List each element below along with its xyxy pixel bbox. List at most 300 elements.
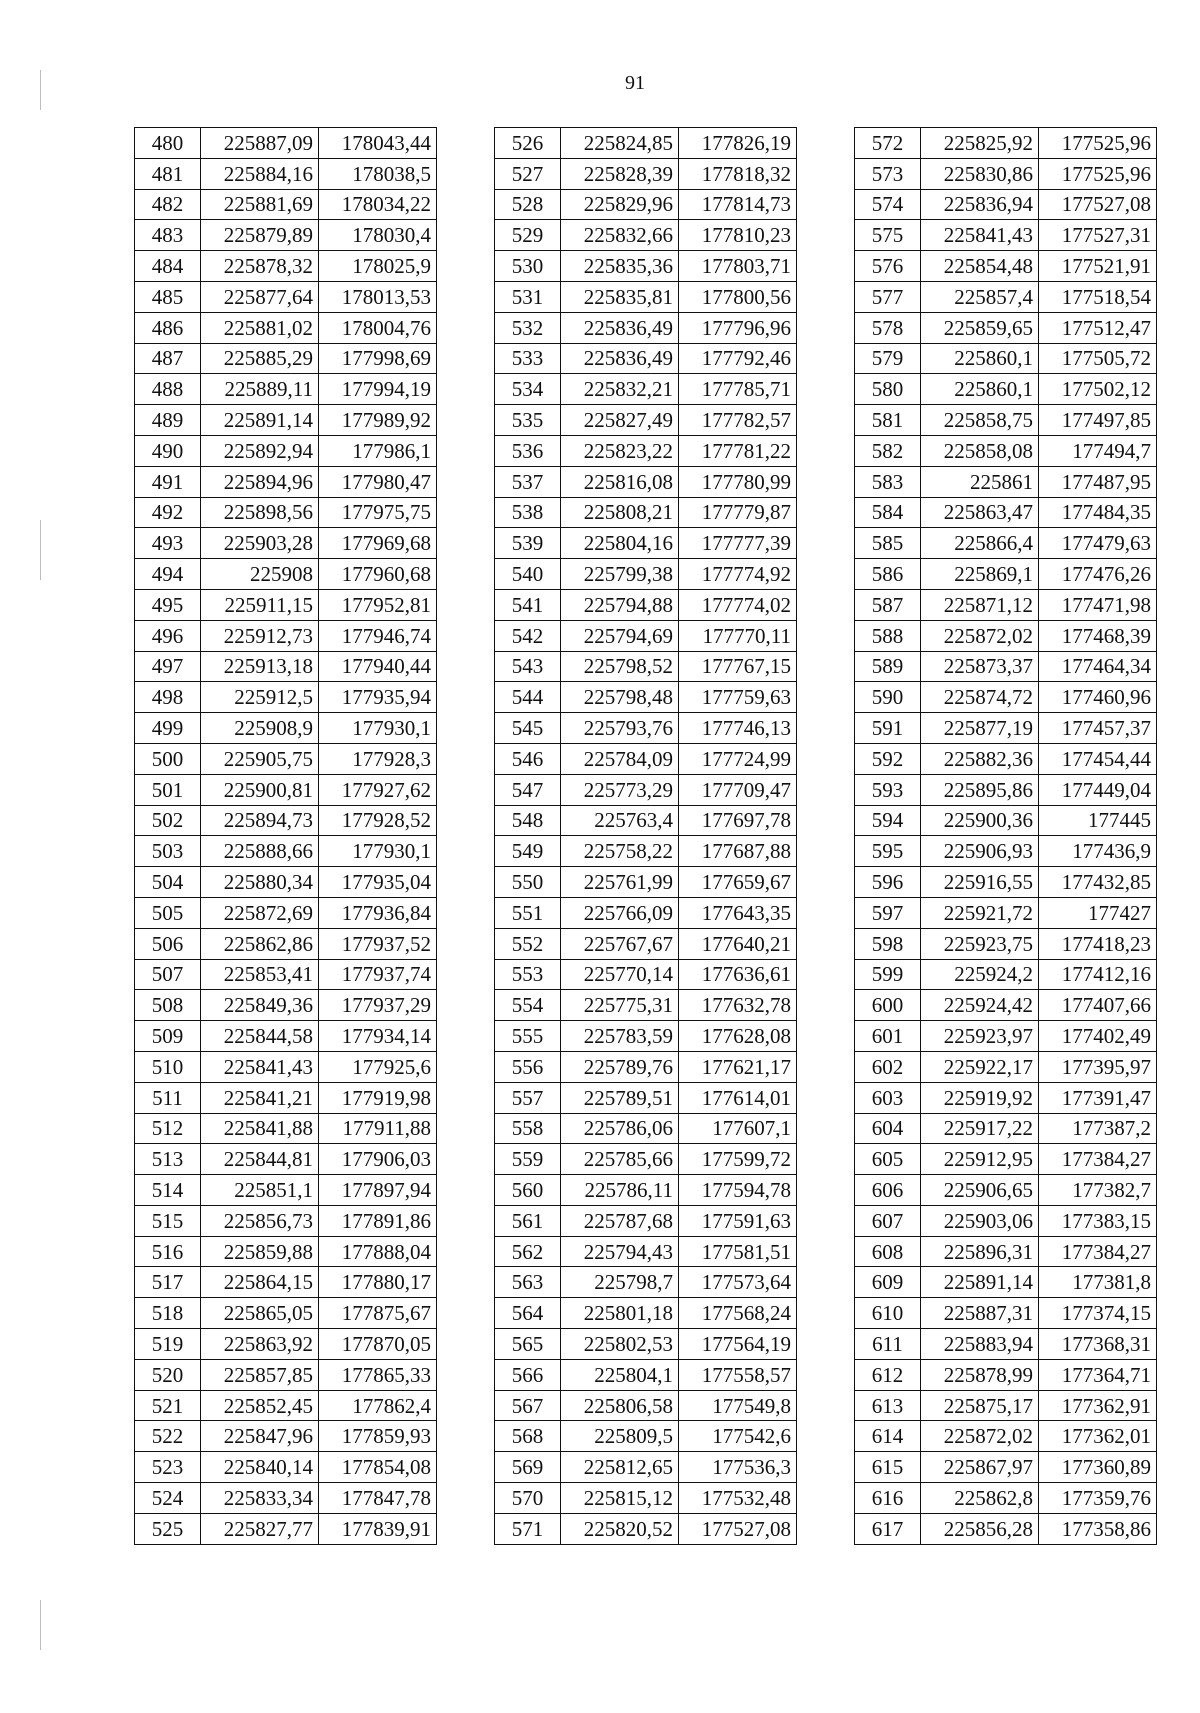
table-row (135, 620, 437, 651)
y-coordinate-cell: 177927,62 (319, 774, 437, 805)
table-row (855, 466, 1157, 497)
table-row (135, 651, 437, 682)
y-coordinate-cell: 177527,31 (1039, 220, 1157, 251)
x-coordinate-cell: 225789,51 (561, 1082, 679, 1113)
table-row (495, 1021, 797, 1052)
table-row (135, 589, 437, 620)
y-coordinate-cell: 177407,66 (1039, 990, 1157, 1021)
scan-edge-mark-middle (40, 520, 41, 580)
point-number-cell: 531 (495, 281, 561, 312)
x-coordinate-cell: 225827,77 (201, 1513, 319, 1544)
table-row (855, 1113, 1157, 1144)
x-coordinate-cell: 225844,81 (201, 1144, 319, 1175)
table-row (135, 158, 437, 189)
x-coordinate-cell: 225841,21 (201, 1082, 319, 1113)
y-coordinate-cell: 177402,49 (1039, 1021, 1157, 1052)
x-coordinate-cell: 225921,72 (921, 897, 1039, 928)
x-coordinate-cell: 225773,29 (561, 774, 679, 805)
point-number-cell: 546 (495, 743, 561, 774)
x-coordinate-cell: 225823,22 (561, 435, 679, 466)
x-coordinate-cell: 225882,36 (921, 743, 1039, 774)
y-coordinate-cell: 177360,89 (1039, 1452, 1157, 1483)
table-row (135, 1359, 437, 1390)
y-coordinate-cell: 178030,4 (319, 220, 437, 251)
y-coordinate-cell: 177374,15 (1039, 1298, 1157, 1329)
point-number-cell: 486 (135, 312, 201, 343)
point-number-cell: 532 (495, 312, 561, 343)
point-number-cell: 554 (495, 990, 561, 1021)
x-coordinate-cell: 225763,4 (561, 805, 679, 836)
y-coordinate-cell: 177818,32 (679, 158, 797, 189)
x-coordinate-cell: 225883,94 (921, 1329, 1039, 1360)
y-coordinate-cell: 177911,88 (319, 1113, 437, 1144)
point-number-cell: 480 (135, 128, 201, 159)
point-number-cell: 595 (855, 836, 921, 867)
table-row (855, 435, 1157, 466)
table-row (495, 1144, 797, 1175)
point-number-cell: 507 (135, 959, 201, 990)
table-row (495, 405, 797, 436)
point-number-cell: 549 (495, 836, 561, 867)
point-number-cell: 491 (135, 466, 201, 497)
point-number-cell: 526 (495, 128, 561, 159)
y-coordinate-cell: 177687,88 (679, 836, 797, 867)
y-coordinate-cell: 177527,08 (679, 1513, 797, 1544)
point-number-cell: 511 (135, 1082, 201, 1113)
table-row (495, 867, 797, 898)
x-coordinate-cell: 225881,02 (201, 312, 319, 343)
y-coordinate-cell: 177897,94 (319, 1175, 437, 1206)
y-coordinate-cell: 177937,74 (319, 959, 437, 990)
point-number-cell: 492 (135, 497, 201, 528)
table-row (495, 1483, 797, 1514)
table-row (495, 466, 797, 497)
point-number-cell: 516 (135, 1236, 201, 1267)
x-coordinate-cell: 225806,58 (561, 1390, 679, 1421)
y-coordinate-cell: 177839,91 (319, 1513, 437, 1544)
point-number-cell: 573 (855, 158, 921, 189)
x-coordinate-cell: 225785,66 (561, 1144, 679, 1175)
y-coordinate-cell: 178034,22 (319, 189, 437, 220)
table-row (495, 1113, 797, 1144)
table-row (495, 1421, 797, 1452)
x-coordinate-cell: 225869,1 (921, 559, 1039, 590)
x-coordinate-cell: 225832,21 (561, 374, 679, 405)
x-coordinate-cell: 225887,09 (201, 128, 319, 159)
y-coordinate-cell: 177464,34 (1039, 651, 1157, 682)
point-number-cell: 567 (495, 1390, 561, 1421)
point-number-cell: 484 (135, 251, 201, 282)
x-coordinate-cell: 225808,21 (561, 497, 679, 528)
table-row (135, 743, 437, 774)
x-coordinate-cell: 225830,86 (921, 158, 1039, 189)
table-row (855, 1298, 1157, 1329)
x-coordinate-cell: 225767,67 (561, 928, 679, 959)
x-coordinate-cell: 225905,75 (201, 743, 319, 774)
table-row (855, 651, 1157, 682)
table-row (855, 1267, 1157, 1298)
y-coordinate-cell: 177607,1 (679, 1113, 797, 1144)
point-number-cell: 615 (855, 1452, 921, 1483)
y-coordinate-cell: 177382,7 (1039, 1175, 1157, 1206)
table-row (855, 990, 1157, 1021)
x-coordinate-cell: 225891,14 (201, 405, 319, 436)
point-number-cell: 568 (495, 1421, 561, 1452)
point-number-cell: 558 (495, 1113, 561, 1144)
table-row (855, 251, 1157, 282)
point-number-cell: 527 (495, 158, 561, 189)
point-number-cell: 560 (495, 1175, 561, 1206)
y-coordinate-cell: 177454,44 (1039, 743, 1157, 774)
point-number-cell: 501 (135, 774, 201, 805)
x-coordinate-cell: 225857,4 (921, 281, 1039, 312)
point-number-cell: 485 (135, 281, 201, 312)
y-coordinate-cell: 177362,91 (1039, 1390, 1157, 1421)
x-coordinate-cell: 225820,52 (561, 1513, 679, 1544)
y-coordinate-cell: 177542,6 (679, 1421, 797, 1452)
point-number-cell: 564 (495, 1298, 561, 1329)
table-row (855, 374, 1157, 405)
point-number-cell: 581 (855, 405, 921, 436)
x-coordinate-cell: 225804,16 (561, 528, 679, 559)
x-coordinate-cell: 225758,22 (561, 836, 679, 867)
x-coordinate-cell: 225801,18 (561, 1298, 679, 1329)
table-row (495, 1329, 797, 1360)
y-coordinate-cell: 177457,37 (1039, 713, 1157, 744)
point-number-cell: 513 (135, 1144, 201, 1175)
y-coordinate-cell: 177573,64 (679, 1267, 797, 1298)
y-coordinate-cell: 177594,78 (679, 1175, 797, 1206)
point-number-cell: 506 (135, 928, 201, 959)
point-number-cell: 571 (495, 1513, 561, 1544)
point-number-cell: 574 (855, 189, 921, 220)
point-number-cell: 559 (495, 1144, 561, 1175)
table-row (135, 497, 437, 528)
y-coordinate-cell: 177847,78 (319, 1483, 437, 1514)
x-coordinate-cell: 225832,66 (561, 220, 679, 251)
x-coordinate-cell: 225908 (201, 559, 319, 590)
table-row (135, 312, 437, 343)
y-coordinate-cell: 177994,19 (319, 374, 437, 405)
x-coordinate-cell: 225912,73 (201, 620, 319, 651)
x-coordinate-cell: 225919,92 (921, 1082, 1039, 1113)
y-coordinate-cell: 177471,98 (1039, 589, 1157, 620)
x-coordinate-cell: 225863,92 (201, 1329, 319, 1360)
y-coordinate-cell: 177946,74 (319, 620, 437, 651)
y-coordinate-cell: 177940,44 (319, 651, 437, 682)
y-coordinate-cell: 177427 (1039, 897, 1157, 928)
y-coordinate-cell: 177975,75 (319, 497, 437, 528)
x-coordinate-cell: 225891,14 (921, 1267, 1039, 1298)
y-coordinate-cell: 177640,21 (679, 928, 797, 959)
table-row (855, 528, 1157, 559)
y-coordinate-cell: 177636,61 (679, 959, 797, 990)
table-row (855, 1452, 1157, 1483)
table-row (135, 220, 437, 251)
point-number-cell: 543 (495, 651, 561, 682)
y-coordinate-cell: 177709,47 (679, 774, 797, 805)
point-number-cell: 582 (855, 435, 921, 466)
table-row (855, 1390, 1157, 1421)
x-coordinate-cell: 225786,11 (561, 1175, 679, 1206)
scan-edge-mark-lower (40, 1600, 41, 1650)
y-coordinate-cell: 177937,29 (319, 990, 437, 1021)
x-coordinate-cell: 225924,2 (921, 959, 1039, 990)
point-number-cell: 557 (495, 1082, 561, 1113)
table-row (855, 1359, 1157, 1390)
point-number-cell: 600 (855, 990, 921, 1021)
table-row (135, 1021, 437, 1052)
point-number-cell: 497 (135, 651, 201, 682)
x-coordinate-cell: 225888,66 (201, 836, 319, 867)
table-row (135, 1513, 437, 1544)
y-coordinate-cell: 177930,1 (319, 713, 437, 744)
x-coordinate-cell: 225906,93 (921, 836, 1039, 867)
point-number-cell: 556 (495, 1051, 561, 1082)
y-coordinate-cell: 177792,46 (679, 343, 797, 374)
table-row (135, 343, 437, 374)
x-coordinate-cell: 225847,96 (201, 1421, 319, 1452)
table-row (855, 189, 1157, 220)
x-coordinate-cell: 225906,65 (921, 1175, 1039, 1206)
y-coordinate-cell: 177460,96 (1039, 682, 1157, 713)
y-coordinate-cell: 177854,08 (319, 1452, 437, 1483)
point-number-cell: 593 (855, 774, 921, 805)
x-coordinate-cell: 225884,16 (201, 158, 319, 189)
y-coordinate-cell: 177494,7 (1039, 435, 1157, 466)
y-coordinate-cell: 177387,2 (1039, 1113, 1157, 1144)
table-row (495, 1205, 797, 1236)
table-row (495, 589, 797, 620)
point-number-cell: 612 (855, 1359, 921, 1390)
y-coordinate-cell: 177862,4 (319, 1390, 437, 1421)
table-row (135, 1082, 437, 1113)
table-row (135, 189, 437, 220)
table-row (855, 343, 1157, 374)
x-coordinate-cell: 225786,06 (561, 1113, 679, 1144)
x-coordinate-cell: 225825,92 (921, 128, 1039, 159)
table-row (135, 1175, 437, 1206)
point-number-cell: 591 (855, 713, 921, 744)
point-number-cell: 525 (135, 1513, 201, 1544)
y-coordinate-cell: 177362,01 (1039, 1421, 1157, 1452)
y-coordinate-cell: 177432,85 (1039, 867, 1157, 898)
x-coordinate-cell: 225798,7 (561, 1267, 679, 1298)
y-coordinate-cell: 177558,57 (679, 1359, 797, 1390)
x-coordinate-cell: 225787,68 (561, 1205, 679, 1236)
x-coordinate-cell: 225879,89 (201, 220, 319, 251)
x-coordinate-cell: 225923,97 (921, 1021, 1039, 1052)
y-coordinate-cell: 177928,3 (319, 743, 437, 774)
point-number-cell: 517 (135, 1267, 201, 1298)
point-number-cell: 562 (495, 1236, 561, 1267)
x-coordinate-cell: 225916,55 (921, 867, 1039, 898)
y-coordinate-cell: 177549,8 (679, 1390, 797, 1421)
point-number-cell: 590 (855, 682, 921, 713)
coordinate-table-2 (494, 127, 797, 1545)
point-number-cell: 580 (855, 374, 921, 405)
point-number-cell: 565 (495, 1329, 561, 1360)
table-row (135, 1267, 437, 1298)
x-coordinate-cell: 225794,43 (561, 1236, 679, 1267)
y-coordinate-cell: 177880,17 (319, 1267, 437, 1298)
table-row (135, 867, 437, 898)
point-number-cell: 572 (855, 128, 921, 159)
y-coordinate-cell: 177532,48 (679, 1483, 797, 1514)
table-row (135, 990, 437, 1021)
coordinate-table-1 (134, 127, 437, 1545)
y-coordinate-cell: 177919,98 (319, 1082, 437, 1113)
table-row (495, 713, 797, 744)
y-coordinate-cell: 177960,68 (319, 559, 437, 590)
table-row (855, 867, 1157, 898)
y-coordinate-cell: 177628,08 (679, 1021, 797, 1052)
point-number-cell: 553 (495, 959, 561, 990)
x-coordinate-cell: 225872,02 (921, 1421, 1039, 1452)
y-coordinate-cell: 177659,67 (679, 867, 797, 898)
table-row (495, 836, 797, 867)
y-coordinate-cell: 177759,63 (679, 682, 797, 713)
point-number-cell: 537 (495, 466, 561, 497)
point-number-cell: 551 (495, 897, 561, 928)
point-number-cell: 487 (135, 343, 201, 374)
point-number-cell: 598 (855, 928, 921, 959)
x-coordinate-cell: 225802,53 (561, 1329, 679, 1360)
point-number-cell: 584 (855, 497, 921, 528)
table-row (855, 1421, 1157, 1452)
y-coordinate-cell: 177936,84 (319, 897, 437, 928)
x-coordinate-cell: 225894,96 (201, 466, 319, 497)
y-coordinate-cell: 177505,72 (1039, 343, 1157, 374)
table-row (495, 158, 797, 189)
y-coordinate-cell: 178004,76 (319, 312, 437, 343)
y-coordinate-cell: 177697,78 (679, 805, 797, 836)
point-number-cell: 540 (495, 559, 561, 590)
y-coordinate-cell: 177614,01 (679, 1082, 797, 1113)
table-row (135, 897, 437, 928)
table-row (855, 743, 1157, 774)
y-coordinate-cell: 177770,11 (679, 620, 797, 651)
x-coordinate-cell: 225873,37 (921, 651, 1039, 682)
point-number-cell: 605 (855, 1144, 921, 1175)
y-coordinate-cell: 177814,73 (679, 189, 797, 220)
point-number-cell: 583 (855, 466, 921, 497)
y-coordinate-cell: 177767,15 (679, 651, 797, 682)
table-row (135, 805, 437, 836)
y-coordinate-cell: 177859,93 (319, 1421, 437, 1452)
point-number-cell: 596 (855, 867, 921, 898)
point-number-cell: 552 (495, 928, 561, 959)
table-row (855, 897, 1157, 928)
x-coordinate-cell: 225895,86 (921, 774, 1039, 805)
y-coordinate-cell: 177774,02 (679, 589, 797, 620)
y-coordinate-cell: 177599,72 (679, 1144, 797, 1175)
y-coordinate-cell: 177581,51 (679, 1236, 797, 1267)
table-row (855, 713, 1157, 744)
table-row (495, 251, 797, 282)
table-row (495, 497, 797, 528)
point-number-cell: 569 (495, 1452, 561, 1483)
y-coordinate-cell: 177891,86 (319, 1205, 437, 1236)
table-row (855, 281, 1157, 312)
point-number-cell: 493 (135, 528, 201, 559)
y-coordinate-cell: 177870,05 (319, 1329, 437, 1360)
x-coordinate-cell: 225833,34 (201, 1483, 319, 1514)
table-row (855, 1051, 1157, 1082)
y-coordinate-cell: 177780,99 (679, 466, 797, 497)
table-row (135, 1329, 437, 1360)
x-coordinate-cell: 225840,14 (201, 1452, 319, 1483)
table-row (855, 682, 1157, 713)
y-coordinate-cell: 177810,23 (679, 220, 797, 251)
y-coordinate-cell: 178038,5 (319, 158, 437, 189)
y-coordinate-cell: 177487,95 (1039, 466, 1157, 497)
y-coordinate-cell: 177746,13 (679, 713, 797, 744)
point-number-cell: 504 (135, 867, 201, 898)
table-row (135, 1205, 437, 1236)
x-coordinate-cell: 225864,15 (201, 1267, 319, 1298)
table-row (495, 435, 797, 466)
y-coordinate-cell: 177785,71 (679, 374, 797, 405)
table-row (495, 1390, 797, 1421)
point-number-cell: 535 (495, 405, 561, 436)
y-coordinate-cell: 177497,85 (1039, 405, 1157, 436)
table-row (495, 1051, 797, 1082)
x-coordinate-cell: 225835,36 (561, 251, 679, 282)
point-number-cell: 515 (135, 1205, 201, 1236)
point-number-cell: 604 (855, 1113, 921, 1144)
x-coordinate-cell: 225903,06 (921, 1205, 1039, 1236)
y-coordinate-cell: 177888,04 (319, 1236, 437, 1267)
table-row (855, 1513, 1157, 1544)
y-coordinate-cell: 177774,92 (679, 559, 797, 590)
point-number-cell: 488 (135, 374, 201, 405)
table-row (495, 374, 797, 405)
table-row (495, 774, 797, 805)
y-coordinate-cell: 177527,08 (1039, 189, 1157, 220)
x-coordinate-cell: 225841,88 (201, 1113, 319, 1144)
point-number-cell: 510 (135, 1051, 201, 1082)
y-coordinate-cell: 177564,19 (679, 1329, 797, 1360)
point-number-cell: 611 (855, 1329, 921, 1360)
x-coordinate-cell: 225856,73 (201, 1205, 319, 1236)
table-row (135, 928, 437, 959)
x-coordinate-cell: 225865,05 (201, 1298, 319, 1329)
x-coordinate-cell: 225878,32 (201, 251, 319, 282)
point-number-cell: 530 (495, 251, 561, 282)
x-coordinate-cell: 225766,09 (561, 897, 679, 928)
point-number-cell: 544 (495, 682, 561, 713)
x-coordinate-cell: 225804,1 (561, 1359, 679, 1390)
y-coordinate-cell: 177803,71 (679, 251, 797, 282)
table-row (135, 1421, 437, 1452)
point-number-cell: 592 (855, 743, 921, 774)
x-coordinate-cell: 225775,31 (561, 990, 679, 1021)
table-row (495, 897, 797, 928)
x-coordinate-cell: 225852,45 (201, 1390, 319, 1421)
table-row (495, 128, 797, 159)
y-coordinate-cell: 177525,96 (1039, 158, 1157, 189)
table-row (495, 1175, 797, 1206)
point-number-cell: 518 (135, 1298, 201, 1329)
table-row (855, 1175, 1157, 1206)
table-row (135, 1483, 437, 1514)
point-number-cell: 495 (135, 589, 201, 620)
y-coordinate-cell: 177925,6 (319, 1051, 437, 1082)
table-row (855, 1144, 1157, 1175)
point-number-cell: 509 (135, 1021, 201, 1052)
y-coordinate-cell: 177536,3 (679, 1452, 797, 1483)
